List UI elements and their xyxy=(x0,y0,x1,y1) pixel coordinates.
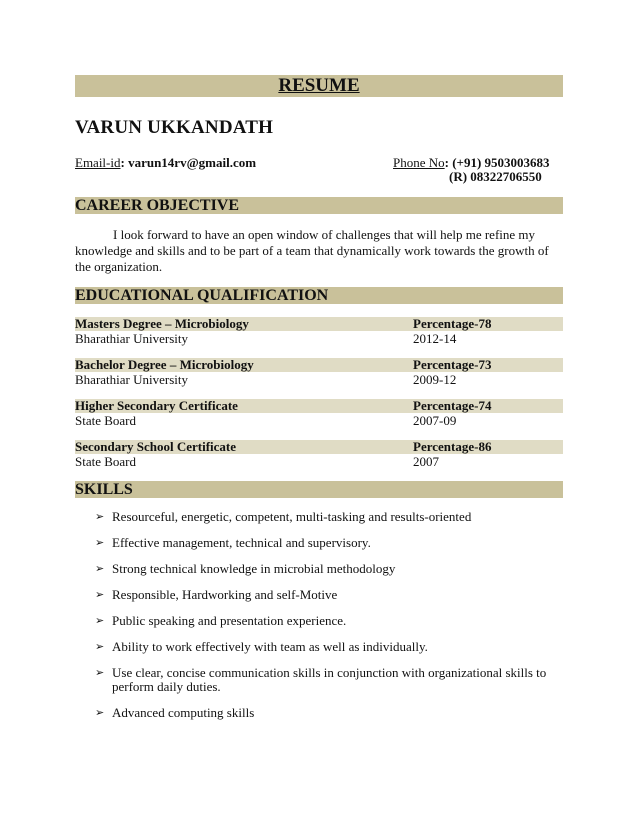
study-years: 2007-09 xyxy=(413,413,457,428)
skill-item xyxy=(75,666,563,694)
skill-item xyxy=(75,640,563,654)
arrowhead-bullet-icon: ➢ xyxy=(95,666,105,679)
resume-document xyxy=(75,75,563,732)
skill-item xyxy=(75,588,563,602)
arrowhead-bullet-icon: ➢ xyxy=(95,588,105,601)
objective-text: I look forward to have an open window of challenges that will help me refine my knowledge and skills and to be part of a team that dynamically work towards the growth of the organization. xyxy=(75,227,549,274)
section-heading-skills: SKILLS xyxy=(75,481,563,498)
arrowhead-bullet-icon: ➢ xyxy=(95,706,105,719)
skill-item xyxy=(75,510,563,524)
degree-score: Percentage-73 xyxy=(413,357,492,372)
degree-name: Bachelor Degree – Microbiology xyxy=(75,357,254,372)
skill-text: Use clear, concise communication skills in conjunction with organizational skills to perform daily duties. xyxy=(112,665,547,694)
education-entry-header xyxy=(75,317,563,331)
skill-text: Ability to work effectively with team as well as individually. xyxy=(112,639,428,654)
email-label: Email-id xyxy=(75,155,121,170)
education-entry-details xyxy=(75,372,563,387)
section-heading-education: EDUCATIONAL QUALIFICATION xyxy=(75,287,563,304)
degree-name: Secondary School Certificate xyxy=(75,439,237,454)
arrowhead-bullet-icon: ➢ xyxy=(95,562,105,575)
degree-score: Percentage-86 xyxy=(413,439,492,454)
institution-name: State Board xyxy=(75,454,137,469)
study-years: 2007 xyxy=(413,454,439,469)
section-heading-objective: CAREER OBJECTIVE xyxy=(75,197,563,214)
skill-item xyxy=(75,562,563,576)
study-years: 2012-14 xyxy=(413,331,457,346)
skill-text: Responsible, Hardworking and self-Motive xyxy=(112,587,338,602)
phone-label: Phone No xyxy=(393,155,445,170)
arrowhead-bullet-icon: ➢ xyxy=(95,510,105,523)
skill-item xyxy=(75,536,563,550)
phone-secondary: (R) 08322706550 xyxy=(449,169,542,184)
email-line xyxy=(75,155,256,171)
education-entry-details xyxy=(75,454,563,469)
skill-item xyxy=(75,706,563,720)
candidate-name: VARUN UKKANDATH xyxy=(75,117,274,138)
degree-score: Percentage-74 xyxy=(413,398,492,413)
skill-text: Advanced computing skills xyxy=(112,705,255,720)
education-entry-header xyxy=(75,440,563,454)
education-entry xyxy=(75,399,563,428)
degree-name: Higher Secondary Certificate xyxy=(75,398,238,413)
skill-item xyxy=(75,614,563,628)
arrowhead-bullet-icon: ➢ xyxy=(95,614,105,627)
education-list xyxy=(75,317,563,469)
skill-text: Effective management, technical and supervisory. xyxy=(112,535,371,550)
skill-text: Resourceful, energetic, competent, multi-tasking and results-oriented xyxy=(112,509,472,524)
institution-name: Bharathiar University xyxy=(75,372,188,387)
institution-name: State Board xyxy=(75,413,137,428)
education-entry xyxy=(75,358,563,387)
resume-title: RESUME xyxy=(75,75,563,97)
arrowhead-bullet-icon: ➢ xyxy=(95,536,105,549)
skill-text: Public speaking and presentation experience. xyxy=(112,613,347,628)
degree-name: Masters Degree – Microbiology xyxy=(75,316,249,331)
education-entry xyxy=(75,440,563,469)
skill-text: Strong technical knowledge in microbial methodology xyxy=(112,561,396,576)
email-value: : varun14rv@gmail.com xyxy=(120,155,257,170)
education-entry-header xyxy=(75,358,563,372)
institution-name: Bharathiar University xyxy=(75,331,188,346)
education-entry-details xyxy=(75,331,563,346)
study-years: 2009-12 xyxy=(413,372,457,387)
phone-value: : (+91) 9503003683 xyxy=(444,155,550,170)
degree-score: Percentage-78 xyxy=(413,316,492,331)
education-entry xyxy=(75,317,563,346)
education-entry-header xyxy=(75,399,563,413)
arrowhead-bullet-icon: ➢ xyxy=(95,640,105,653)
education-entry-details xyxy=(75,413,563,428)
contact-info xyxy=(75,155,563,185)
skills-list xyxy=(75,510,563,720)
